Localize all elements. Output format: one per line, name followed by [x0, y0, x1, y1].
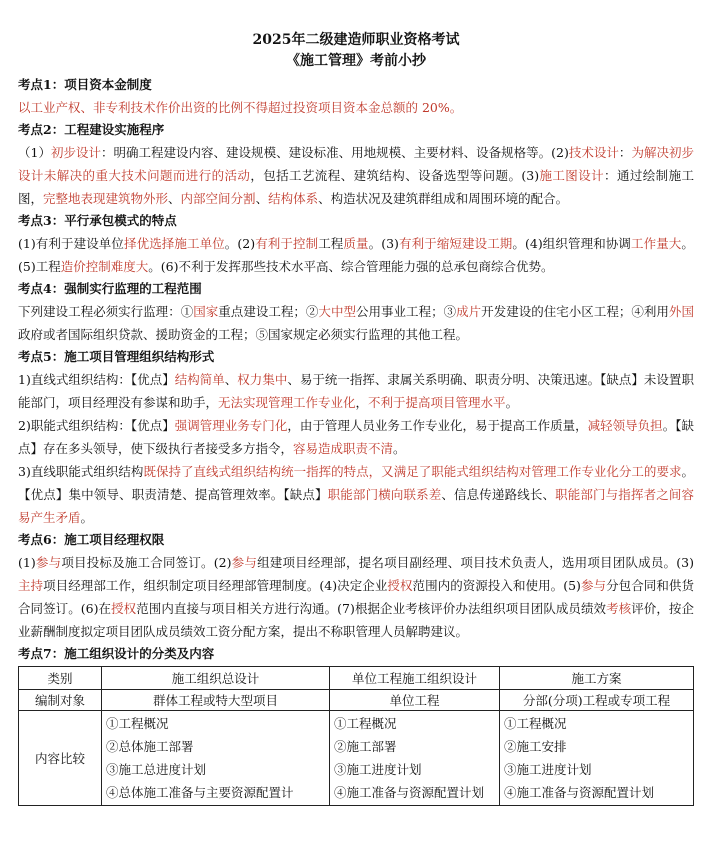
body-text: 2)职能式组织结构：【优点】 — [18, 418, 175, 433]
table-cell: 群体工程或特大型项目 — [102, 690, 330, 711]
body-text: 评价，按企业薪酬制度拟定项目团队成员绩效工资分配方案，提出不称职管理人员解聘建议。 — [18, 601, 694, 639]
highlight-text: 参与 — [35, 555, 62, 570]
highlight-text: 技术设计 — [568, 145, 619, 160]
table-cell-list — [500, 711, 694, 806]
highlight-text: 主持 — [18, 578, 44, 593]
highlight-text: 权力集中 — [237, 372, 288, 387]
point-5-paragraph — [18, 368, 694, 414]
table-header-row — [19, 667, 694, 690]
body-text: 。(4)组织管理和协调 — [512, 236, 631, 251]
point-1-heading: 考点1：项目资本金制度 — [18, 77, 152, 92]
body-text: 。【缺点】存在多头领导，使下级执行者接受多方指令， — [18, 418, 694, 456]
point-6-heading: 考点6：施工项目经理权限 — [18, 532, 165, 547]
list-item: ③施工进度计划 — [504, 762, 592, 777]
body-text: (1)有利于建设单位 — [18, 236, 124, 251]
body-text: 。(5)工程 — [18, 236, 694, 274]
table-cell-list — [102, 711, 330, 806]
point-3-paragraph — [18, 232, 694, 278]
highlight-text: 工作量大 — [631, 236, 682, 251]
point-5-paragraph — [18, 414, 694, 460]
highlight-text: 结构简单 — [174, 372, 225, 387]
highlight-text: 考核 — [606, 601, 632, 616]
body-text: 。 — [80, 510, 94, 525]
highlight-text: 有利于缩短建设工期 — [398, 236, 513, 251]
document-subtitle: 《施工管理》考前小抄 — [286, 53, 426, 69]
body-text: 。【优点】集中领导、职责清楚、提高管理效率。【缺点】 — [18, 464, 694, 502]
list-item: ④施工准备与资源配置计划 — [334, 785, 485, 800]
body-text: 重点建设工程；② — [218, 304, 319, 319]
table-cell: 编制对象 — [19, 690, 102, 711]
point-5-heading: 考点5：施工项目管理组织结构形式 — [18, 349, 215, 364]
body-text: ：通过绘制施工图， — [18, 168, 694, 206]
highlight-text: 质量 — [343, 236, 369, 251]
table-cell: 内容比较 — [19, 711, 102, 806]
body-text: ， — [355, 395, 369, 410]
point-1-paragraph — [18, 96, 694, 119]
body-text: 、易于统一指挥、隶属关系明确、职责分明、决策迅速。【缺点】未设置职能部门，项目经理没有参谋和助手， — [18, 372, 694, 410]
highlight-text: 结构体系 — [268, 191, 319, 206]
body-text: (1) — [18, 555, 36, 570]
list-item: ①工程概况 — [334, 716, 397, 731]
table-row — [19, 711, 694, 806]
body-text: 、信息传递路线长、 — [441, 487, 556, 502]
body-text: 3)直线职能式组织结构 — [18, 464, 144, 479]
body-text: 。(6)不利于发挥那些技术水平高、综合管理能力强的总承包商综合优势。 — [148, 259, 554, 274]
point-4-heading: 考点4：强制实行监理的工程范围 — [18, 281, 202, 296]
body-text: 项目投标及施工合同签订。(2) — [61, 555, 232, 570]
body-text: 。 — [393, 441, 406, 456]
point-4-paragraph — [18, 300, 694, 346]
document-title: 2025年二级建造师职业资格考试 — [252, 32, 460, 48]
body-text: ：明确工程建设内容、建设规模、建设标准、用地规模、主要材料、设备规格等。(2) — [101, 145, 569, 160]
highlight-text: 不利于提高项目管理水平 — [368, 395, 506, 410]
highlight-text: 强调管理业务专门化 — [174, 418, 288, 433]
organization-design-table — [18, 666, 694, 806]
highlight-text: 初步设计 — [50, 145, 101, 160]
body-text: 、 — [224, 372, 238, 387]
list-item: ③施工进度计划 — [334, 762, 422, 777]
table-header-cell: 施工组织总设计 — [102, 667, 330, 690]
highlight-text: 以工业产权、非专利技术作价出资的比例不得超过投资项目资本金总额的 20%。 — [18, 100, 463, 115]
list-item: ①工程概况 — [106, 716, 169, 731]
body-text: 开发建设的住宅小区工程；④利用 — [481, 304, 669, 319]
body-text: 项目经理部工作，组织制定项目经理部管理制度。(4)决定企业 — [43, 578, 388, 593]
list-item: ②施工安排 — [504, 739, 567, 754]
exam-points — [18, 74, 694, 643]
body-text: 1)直线式组织结构：【优点】 — [18, 372, 175, 387]
point-3-heading: 考点3：平行承包模式的特点 — [18, 213, 177, 228]
highlight-text: 授权 — [387, 578, 413, 593]
highlight-text: 国家 — [193, 304, 219, 319]
highlight-text: 施工图设计 — [539, 168, 605, 183]
highlight-text: 职能部门与指挥者之间容易产生矛盾 — [18, 487, 694, 525]
point-2-heading: 考点2：工程建设实施程序 — [18, 122, 165, 137]
body-text: 组建项目经理部，提名项目副经理、项目技术负责人，选用项目团队成员。(3) — [257, 555, 694, 570]
table-cell: 单位工程 — [330, 690, 500, 711]
body-text: ： — [618, 145, 632, 160]
point-7-heading: 考点7：施工组织设计的分类及内容 — [18, 646, 215, 661]
highlight-text: 成片 — [456, 304, 482, 319]
highlight-text: 大中型 — [318, 304, 356, 319]
body-text: 范围内的资源投入和使用。(5) — [412, 578, 581, 593]
table-cell-list — [330, 711, 500, 806]
table-header-cell: 类别 — [19, 667, 102, 690]
body-text: （1） — [18, 145, 51, 160]
body-text: 。 — [505, 395, 519, 410]
table-row — [19, 690, 694, 711]
table-header-cell: 单位工程施工组织设计 — [330, 667, 500, 690]
body-text: 范围内直接与项目相关方进行沟通。(7)根据企业考核评价办法组织项目团队成员绩效 — [136, 601, 607, 616]
table-header-cell: 施工方案 — [500, 667, 694, 690]
highlight-text: 择优选择施工单位 — [124, 236, 225, 251]
highlight-text: 减轻领导负担 — [587, 418, 663, 433]
highlight-text: 为解决初步设计未解决的重大技术问题而进行的活动 — [18, 145, 694, 183]
body-text: 、 — [168, 191, 181, 206]
list-item: ②施工部署 — [334, 739, 397, 754]
highlight-text: 参与 — [231, 555, 258, 570]
body-text: 。(3) — [368, 236, 399, 251]
point-2-paragraph — [18, 141, 694, 210]
body-text: 工程 — [318, 236, 344, 251]
highlight-text: 有利于控制 — [255, 236, 319, 251]
point-5-paragraph — [18, 460, 694, 529]
highlight-text: 授权 — [111, 601, 137, 616]
body-text: 公用事业工程；③ — [355, 304, 457, 319]
body-text: 。(2) — [224, 236, 256, 251]
highlight-text: 既保持了直线式组织结构统一指挥的特点，又满足了职能式组织结构对管理工作专业化分工的要求 — [143, 464, 682, 479]
list-item: ②总体施工部署 — [106, 739, 194, 754]
highlight-text: 内部空间分割 — [180, 191, 256, 206]
highlight-text: 职能部门横向联系差 — [327, 487, 442, 502]
list-item: ④总体施工准备与主要资源配置计 — [106, 785, 294, 800]
body-text: ，包括工艺流程、建筑结构、设备选型等问题。(3) — [250, 168, 540, 183]
list-item: ③施工总进度计划 — [106, 762, 207, 777]
body-text: 分包合同和供货合同签订。(6)在 — [18, 578, 694, 616]
table-cell: 分部(分项)工程或专项工程 — [500, 690, 694, 711]
list-item: ①工程概况 — [504, 716, 567, 731]
body-text: 、构造状况及建筑群组成和周围环境的配合。 — [318, 191, 569, 206]
body-text: 、 — [255, 191, 269, 206]
point-6-paragraph — [18, 551, 694, 643]
highlight-text: 外国 — [668, 304, 694, 319]
highlight-text: 无法实现管理工作专业化 — [218, 395, 356, 410]
highlight-text: 容易造成职责不清 — [293, 441, 394, 456]
body-text: 下列建设工程必须实行监理：① — [18, 304, 194, 319]
body-text: 政府或者国际组织贷款、援助资金的工程；⑤国家规定必须实行监理的其他工程。 — [18, 327, 469, 342]
highlight-text: 完整地表现建筑物外形 — [43, 191, 169, 206]
list-item: ④施工准备与资源配置计划 — [504, 785, 655, 800]
highlight-text: 造价控制难度大 — [60, 259, 149, 274]
highlight-text: 参与 — [580, 578, 607, 593]
body-text: ，由于管理人员业务工作专业化，易于提高工作质量， — [287, 418, 588, 433]
